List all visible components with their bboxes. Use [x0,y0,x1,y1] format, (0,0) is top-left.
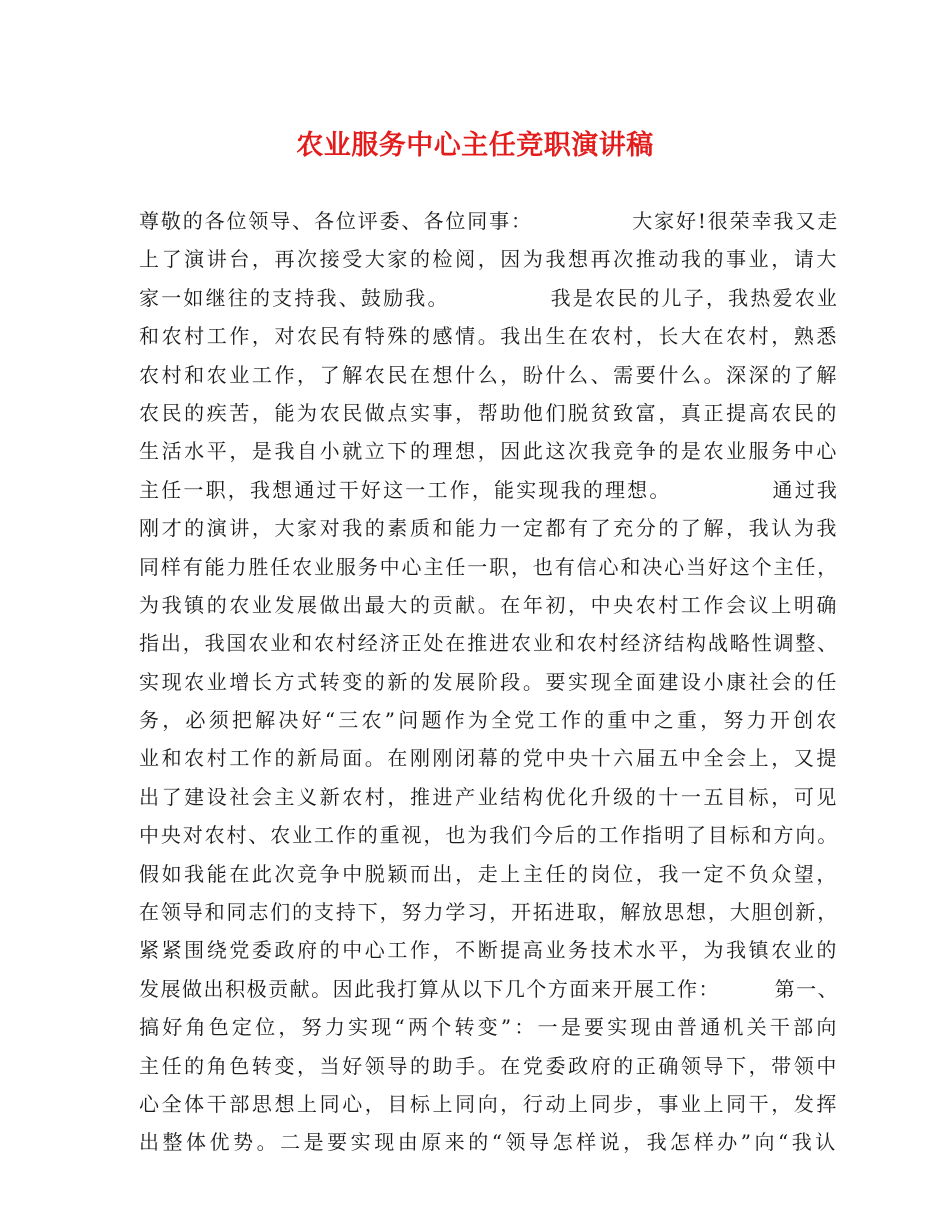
body-line: 主任的角色转变，当好领导的助手。在党委政府的正确领导下，带领中 [139,1053,839,1078]
body-line: 主任一职，我想通过干好这一工作，能实现我的理想。 通过我 [139,477,840,502]
body-line: 紧紧围绕党委政府的中心工作，不断提高业务技术水平，为我镇农业的 [139,938,839,963]
body-line: 出了建设社会主义新农村，推进产业结构优化升级的十一五目标，可见 [139,784,839,809]
body-line: 和农村工作，对农民有特殊的感情。我出生在农村，长大在农村，熟悉 [139,324,839,349]
body-line: 农民的疾苦，能为农民做点实事，帮助他们脱贫致富，真正提高农民的 [139,400,839,425]
body-line: 中央对农村、农业工作的重视，也为我们今后的工作指明了目标和方向。 [139,823,840,848]
body-line: 在领导和同志们的支持下，努力学习，开拓进取，解放思想，大胆创新， [139,900,840,925]
body-line: 务，必须把解决好“三农”问题作为全党工作的重中之重，努力开创农 [139,708,840,733]
body-line: 出整体优势。二是要实现由原来的“领导怎样说，我怎样办”向“我认 [139,1130,839,1155]
body-line: 实现农业增长方式转变的新的发展阶段。要实现全面建设小康社会的任 [139,669,839,694]
body-line: 为我镇的农业发展做出最大的贡献。在年初，中央农村工作会议上明确 [139,592,839,617]
body-line: 刚才的演讲，大家对我的素质和能力一定都有了充分的了解，我认为我 [139,516,839,541]
body-line: 尊敬的各位领导、各位评委、各位同事： 大家好!很荣幸我又走 [139,209,840,233]
body-line: 上了演讲台，再次接受大家的检阅，因为我想再次推动我的事业，请大 [139,247,839,272]
body-line: 搞好角色定位，努力实现“两个转变”：一是要实现由普通机关干部向 [139,1015,840,1040]
body-line: 同样有能力胜任农业服务中心主任一职，也有信心和决心当好这个主任， [139,554,840,579]
body-line: 家一如继往的支持我、鼓励我。 我是农民的儿子，我热爱农业 [139,285,840,310]
document-body [139,202,839,1162]
body-line: 生活水平，是我自小就立下的理想，因此这次我竞争的是农业服务中心 [139,439,839,464]
body-line: 假如我能在此次竞争中脱颖而出，走上主任的岗位，我一定不负众望， [139,861,839,886]
body-line: 发展做出积极贡献。因此我打算从以下几个方面来开展工作： 第一、 [139,976,840,1001]
body-line: 心全体干部思想上同心，目标上同向，行动上同步，事业上同干，发挥 [139,1091,839,1116]
body-line: 指出，我国农业和农村经济正处在推进农业和农村经济结构战略性调整、 [139,631,840,656]
document-title: 农业服务中心主任竞职演讲稿 [296,130,654,161]
body-line: 农村和农业工作，了解农民在想什么，盼什么、需要什么。深深的了解 [139,362,839,387]
body-line: 业和农村工作的新局面。在刚刚闭幕的党中央十六届五中全会上，又提 [139,746,839,771]
